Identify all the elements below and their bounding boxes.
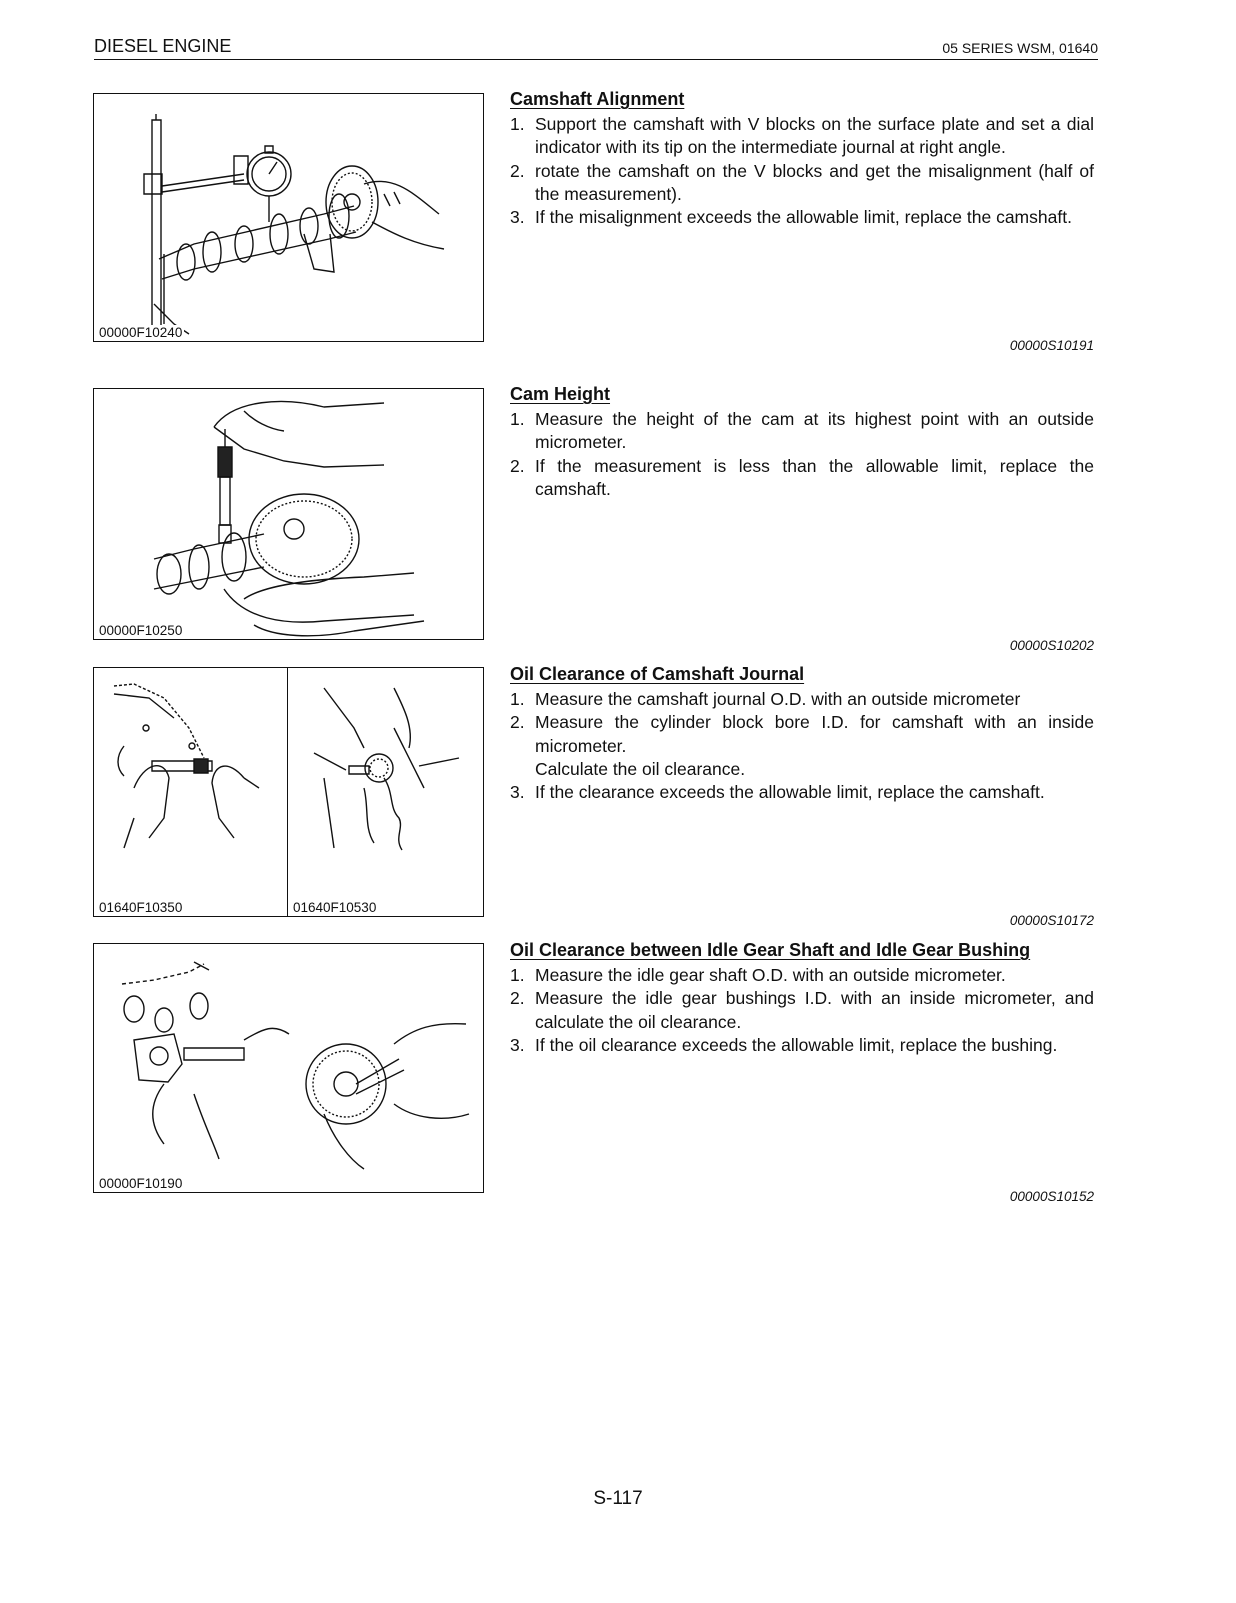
camshaft-alignment-illustration bbox=[94, 94, 485, 343]
step-item: 1. Measure the idle gear shaft O.D. with an outside micrometer. bbox=[510, 965, 1006, 985]
section-code: 00000S10191 bbox=[1009, 338, 1094, 353]
step-item: 1. Support the camshaft with V blocks on the surface plate and set a dial indicator with its tip on the intermediate journal at right angle. bbox=[510, 114, 1094, 158]
step-item: 2. If the measurement is less than the allowable limit, replace the camshaft. bbox=[510, 455, 1094, 499]
figure-caption: 00000F10190 bbox=[99, 1176, 183, 1191]
step-item: 2. Measure the cylinder block bore I.D. for camshaft with an inside micrometer. Calculate the oil clearance. bbox=[510, 711, 1094, 781]
step-item: 1. Measure the camshaft journal O.D. with an outside micrometer bbox=[510, 689, 1021, 709]
step-text: Support the camshaft with V blocks on the surface plate and set a dial indicator with its tip on the intermediate journal at right angle. bbox=[535, 114, 1094, 158]
panel-divider bbox=[287, 668, 288, 916]
step-text: Measure the idle gear bushings I.D. with an inside micrometer, and calculate the oil clearance. bbox=[535, 988, 1094, 1032]
section-journal-clearance bbox=[510, 664, 1094, 804]
section-code: 00000S10152 bbox=[1009, 1189, 1094, 1204]
header-title: DIESEL ENGINE bbox=[94, 36, 232, 56]
cam-height-illustration bbox=[94, 389, 485, 641]
steps-list bbox=[510, 964, 1094, 1057]
step-item: 3. If the oil clearance exceeds the allowable limit, replace the bushing. bbox=[510, 1034, 1058, 1055]
journal-clearance-illustration bbox=[94, 668, 485, 918]
header-rule bbox=[94, 59, 1098, 60]
step-text: Measure the camshaft journal O.D. with an outside micrometer bbox=[535, 689, 1021, 709]
step-text: Measure the height of the cam at its highest point with an outside micrometer. bbox=[535, 409, 1094, 453]
section-code: 00000S10172 bbox=[1009, 913, 1094, 928]
step-text: Measure the cylinder block bore I.D. for camshaft with an inside micrometer. bbox=[535, 712, 1094, 756]
section-cam-height bbox=[510, 384, 1094, 501]
section-title: Oil Clearance between Idle Gear Shaft and Idle Gear Bushing bbox=[510, 940, 1031, 960]
figure-cam-height bbox=[93, 388, 484, 640]
section-code: 00000S10202 bbox=[1009, 638, 1094, 653]
figure-camshaft-alignment bbox=[93, 93, 484, 342]
figure-caption: 00000F10250 bbox=[99, 623, 183, 638]
section-title: Camshaft Alignment bbox=[510, 89, 685, 109]
figure-caption: 01640F10350 bbox=[99, 900, 183, 915]
step-extra: Calculate the oil clearance. bbox=[535, 758, 746, 779]
step-text: If the clearance exceeds the allowable limit, replace the camshaft. bbox=[535, 782, 1045, 803]
figure-caption: 01640F10530 bbox=[293, 900, 377, 915]
step-item: 2. rotate the camshaft on the V blocks and get the misalignment (half of the measurement). bbox=[510, 160, 1094, 204]
step-item: 2. Measure the idle gear bushings I.D. with an inside micrometer, and calculate the oil clearance. bbox=[510, 988, 1094, 1032]
section-idle-gear-clearance bbox=[510, 940, 1094, 1057]
step-item: 3. If the misalignment exceeds the allowable limit, replace the camshaft. bbox=[510, 207, 1072, 228]
section-title: Oil Clearance of Camshaft Journal bbox=[510, 664, 805, 684]
step-text: rotate the camshaft on the V blocks and get the misalignment (half of the measurement). bbox=[535, 160, 1094, 204]
steps-list bbox=[510, 688, 1094, 804]
step-text: If the oil clearance exceeds the allowable limit, replace the bushing. bbox=[535, 1034, 1058, 1055]
step-text: Measure the idle gear shaft O.D. with an outside micrometer. bbox=[535, 965, 1006, 985]
step-item: 1. Measure the height of the cam at its highest point with an outside micrometer. bbox=[510, 409, 1094, 453]
step-item: 3. If the clearance exceeds the allowable limit, replace the camshaft. bbox=[510, 782, 1045, 803]
section-camshaft-alignment bbox=[510, 89, 1094, 229]
section-title: Cam Height bbox=[510, 384, 611, 404]
page-number: S-117 bbox=[593, 1488, 643, 1509]
step-text: If the measurement is less than the allowable limit, replace the camshaft. bbox=[535, 455, 1094, 499]
header-series: 05 SERIES WSM, 01640 bbox=[942, 40, 1098, 56]
steps-list bbox=[510, 113, 1094, 229]
idle-gear-clearance-illustration bbox=[94, 944, 485, 1194]
figure-caption: 00000F10240 bbox=[99, 325, 183, 340]
figure-journal-clearance bbox=[93, 667, 484, 917]
step-text: If the misalignment exceeds the allowable limit, replace the camshaft. bbox=[535, 207, 1072, 228]
figure-idle-gear-clearance bbox=[93, 943, 484, 1193]
steps-list bbox=[510, 408, 1094, 501]
